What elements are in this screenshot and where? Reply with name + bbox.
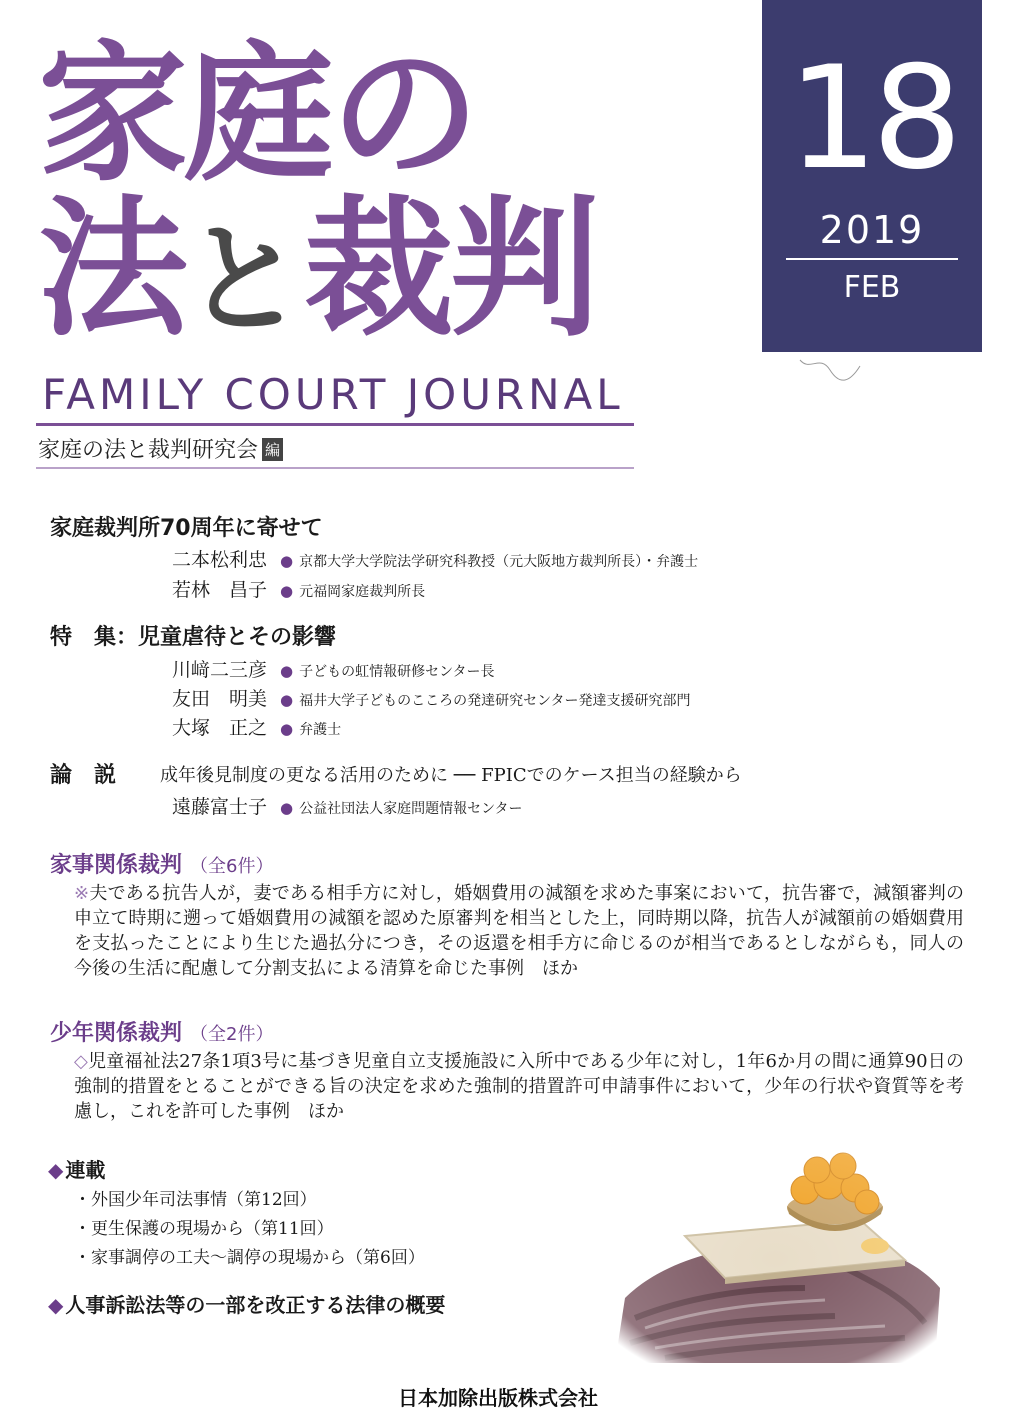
squiggle-decoration-icon — [790, 352, 880, 392]
juvenile-cases-summary — [74, 1049, 964, 1124]
title-text-to: と — [184, 211, 305, 350]
title-line-2 — [38, 183, 597, 357]
author-row — [172, 545, 698, 572]
title-text-saiban: 裁判 — [304, 183, 597, 357]
bullet-icon: ● — [280, 552, 294, 570]
family-cases-text: 夫である抗告人が，妻である相手方に対し，婚姻費用の減額を求めた事案において，抗告審で，減額審判の申立て時期に遡って婚姻費用の減額を認めた原審判を相当とした上，同時期以降，抗告人が減額前の婚姻費用を支払ったことにより生じた過払分につき，その返還を相手方に命じるのが相当であるとしながらも，同人の今後の生活に配慮して分割支払による清算を命じた事例 ほか — [74, 883, 964, 979]
juvenile-cases-count: （全2件） — [190, 1024, 274, 1045]
law-summary-heading — [48, 1289, 445, 1318]
title-rule — [36, 423, 634, 426]
author-row — [172, 792, 523, 819]
author-affiliation: 福井大学子どものこころの発達研究センター発達支援研究部門 — [299, 693, 691, 709]
family-cases-count: （全6件） — [190, 856, 274, 877]
issue-box — [762, 0, 982, 352]
editor-rule — [36, 467, 634, 469]
english-title: FAMILY COURT JOURNAL — [42, 370, 624, 419]
diamond-mark-icon: ◇ — [74, 1051, 89, 1072]
publisher-name: 日本加除出版株式会社 — [398, 1386, 598, 1410]
serials-heading — [48, 1154, 105, 1183]
law-summary-title: 人事訴訟法等の一部を改正する法律の概要 — [65, 1293, 446, 1317]
juvenile-cases-heading — [50, 1016, 273, 1047]
diamond-icon: ◆ — [48, 1158, 64, 1182]
family-cases-heading — [50, 848, 273, 879]
author-affiliation: 子どもの虹情報研修センター長 — [299, 664, 495, 680]
article-heading: 論 説 — [50, 763, 117, 788]
anniversary-heading: 家庭裁判所70周年に寄せて — [50, 516, 323, 541]
title-line-1 — [38, 28, 477, 202]
issue-divider — [786, 258, 958, 260]
author-name: 若林 昌子 — [172, 579, 268, 601]
author-name: 大塚 正之 — [172, 717, 268, 739]
bullet-icon: ● — [280, 691, 294, 709]
bullet-icon: ● — [280, 720, 294, 738]
author-affiliation: 京都大学大学院法学研究科教授（元大阪地方裁判所長）・弁護士 — [299, 554, 699, 570]
author-affiliation: 元福岡家庭裁判所長 — [299, 584, 426, 600]
editor-name: 家庭の法と裁判研究会 — [38, 438, 259, 463]
serial-item: ・外国少年司法事情（第12回） — [74, 1190, 317, 1210]
author-row — [172, 713, 341, 740]
title-text-hou: 法 — [38, 183, 185, 357]
author-name: 二本松利忠 — [172, 549, 268, 571]
author-row — [172, 684, 691, 711]
editor-line — [38, 433, 283, 464]
kotatsu-illustration — [605, 1148, 945, 1370]
author-affiliation: 公益社団法人家庭問題情報センター — [299, 801, 523, 817]
author-name: 友田 明美 — [172, 688, 268, 710]
article-title: 成年後見制度の更なる活用のために ── FPICでのケース担当の経験から — [160, 765, 742, 786]
editor-badge: 編 — [262, 438, 283, 461]
bullet-icon: ● — [280, 799, 294, 817]
author-name: 川﨑二三彦 — [172, 659, 268, 681]
author-affiliation: 弁護士 — [299, 722, 342, 738]
family-cases-summary — [74, 881, 964, 981]
issue-year: 2019 — [819, 208, 925, 252]
serials-title: 連載 — [65, 1158, 106, 1182]
issue-number: 18 — [787, 36, 957, 201]
bullet-icon: ● — [280, 582, 294, 600]
author-name: 遠藤富士子 — [172, 796, 268, 818]
diamond-icon: ◆ — [48, 1293, 64, 1317]
serial-item: ・家事調停の工夫～調停の現場から（第6回） — [74, 1248, 425, 1268]
serial-item: ・更生保護の現場から（第11回） — [74, 1219, 334, 1239]
issue-month: FEB — [843, 270, 901, 305]
title-text-katei: 家庭の — [38, 28, 477, 202]
bullet-icon: ● — [280, 662, 294, 680]
author-row — [172, 575, 425, 602]
juvenile-cases-text: 児童福祉法27条1項3号に基づき児童自立支援施設に入所中である少年に対し，1年6か月の間に通算90日の強制的措置をとることができる旨の決定を求めた強制的措置許可申請事件において，少年の行状や資質等を考慮し，これを許可した事例 ほか — [74, 1051, 964, 1122]
family-cases-title: 家事関係裁判 — [50, 853, 183, 878]
asterisk-mark-icon: ※ — [74, 883, 90, 904]
juvenile-cases-title: 少年関係裁判 — [50, 1021, 183, 1046]
feature-heading: 特 集：児童虐待とその影響 — [50, 625, 337, 650]
author-row — [172, 655, 495, 682]
